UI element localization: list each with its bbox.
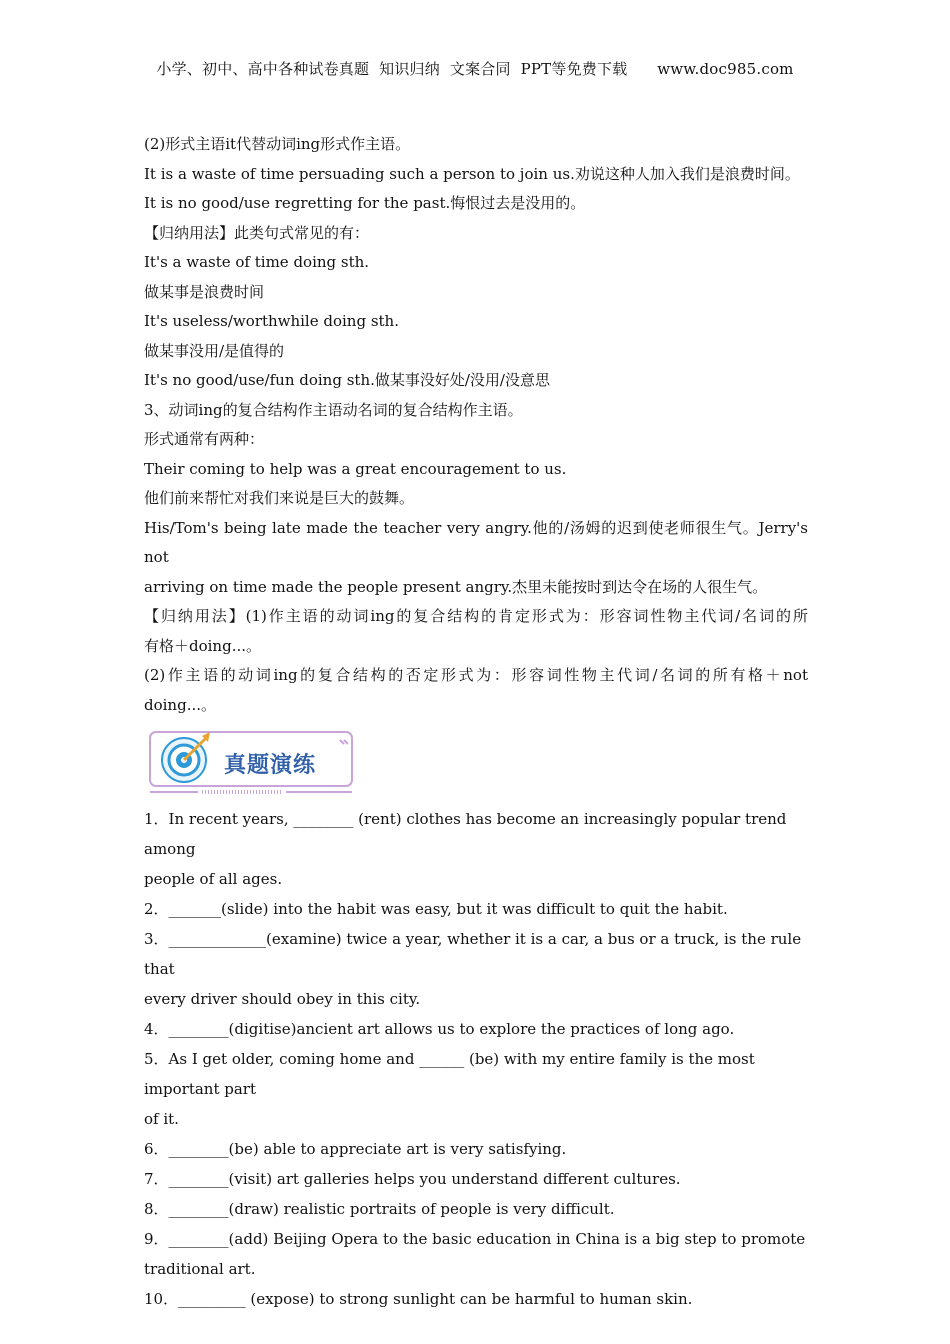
exercise-text: ________(draw) realistic portraits of people is very difficult. xyxy=(168,1200,615,1218)
exercise-number: 4． xyxy=(144,1020,169,1038)
exercise-item xyxy=(144,1224,808,1284)
text-line: (2)作主语的动词ing的复合结构的否定形式为：形容词性物主代词/名词的所有格＋not xyxy=(144,666,808,684)
exercise-item xyxy=(144,1194,808,1224)
explanation-section xyxy=(144,130,808,720)
exercise-text: ________(digitise)ancient art allows us to explore the practices of long ago. xyxy=(168,1020,735,1038)
exercise-item xyxy=(144,1164,808,1194)
exercise-number: 9． xyxy=(144,1230,169,1248)
exercise-text-cont: traditional art. xyxy=(144,1260,256,1278)
text-line: It's no good/use/fun doing sth.做某事没好处/没用/没意思 xyxy=(144,371,550,389)
exercise-list xyxy=(144,804,808,1314)
exercise-text-cont: of it. xyxy=(144,1110,179,1128)
exercise-number: 8． xyxy=(144,1200,169,1218)
text-line: arriving on time made the people present angry.杰里未能按时到达令在场的人很生气。 xyxy=(144,577,768,596)
exercise-text: _____________(examine) twice a year, whether it is a car, a bus or a truck, is the rule that xyxy=(144,930,802,978)
exercise-number: 6． xyxy=(144,1140,169,1158)
text-line: 形式通常有两种： xyxy=(144,430,265,448)
exercise-text: ________(add) Beijing Opera to the basic education in China is a big step to promote xyxy=(168,1230,806,1248)
exercise-item xyxy=(144,1134,808,1164)
text-line: His/Tom's being late made the teacher very angry.他的/汤姆的迟到使老师很生气。Jerry's not xyxy=(144,518,808,566)
exercise-text-cont: people of all ages. xyxy=(144,870,283,888)
exercise-item xyxy=(144,894,808,924)
text-line: 【归纳用法】(1)作主语的动词ing的复合结构的肯定形式为：形容词性物主代词/名词的所 xyxy=(144,607,808,625)
page-header: 小学、初中、高中各种试卷真题 知识归纳 文案合同 PPT等免费下载 www.doc985.com xyxy=(156,60,794,78)
exercise-number: 7． xyxy=(144,1170,169,1188)
exercise-text: ________(be) able to appreciate art is very satisfying. xyxy=(168,1140,567,1158)
exercise-item xyxy=(144,924,808,1014)
text-line: 【归纳用法】此类句式常见的有： xyxy=(144,223,370,242)
banner-title: 真题演练 xyxy=(224,753,317,778)
exercise-text: _________ (expose) to strong sunlight can be harmful to human skin. xyxy=(178,1290,693,1308)
text-line: 他们前来帮忙对我们来说是巨大的鼓舞。 xyxy=(144,489,415,507)
exercise-number: 3． xyxy=(144,930,169,948)
exercise-number: 2． xyxy=(144,900,169,918)
exercise-text: As I get older, coming home and ______ (be) with my entire family is the most important part xyxy=(144,1050,755,1098)
text-line: It is no good/use regretting for the past.悔恨过去是没用的。 xyxy=(144,194,586,212)
exercise-item xyxy=(144,804,808,894)
exercise-number: 5． xyxy=(144,1050,169,1068)
text-line: 做某事是浪费时间 xyxy=(144,282,265,301)
text-line: doing...。 xyxy=(144,695,216,714)
exercise-item xyxy=(144,1044,808,1134)
exercise-text-cont: every driver should obey in this city. xyxy=(144,990,421,1008)
text-line: It's useless/worthwhile doing sth. xyxy=(144,312,399,330)
exercise-text: _______(slide) into the habit was easy, but it was difficult to quit the habit. xyxy=(168,900,728,918)
exercise-number: 10． xyxy=(144,1290,179,1308)
text-line: Their coming to help was a great encouragement to us. xyxy=(144,459,567,478)
exercise-item xyxy=(144,1284,808,1314)
exercise-text: ________(visit) art galleries helps you understand different cultures. xyxy=(168,1170,681,1188)
text-line: It's a waste of time doing sth. xyxy=(144,253,370,271)
document-body xyxy=(144,130,808,1314)
exercise-item xyxy=(144,1014,808,1044)
exercise-number: 1． xyxy=(144,810,169,828)
text-line: 有格＋doing...。 xyxy=(144,636,261,655)
text-line: 做某事没用/是值得的 xyxy=(144,341,285,360)
text-line: It is a waste of time persuading such a person to join us.劝说这种人加入我们是浪费时间。 xyxy=(144,164,800,183)
text-line: 3、动词ing的复合结构作主语动名词的复合结构作主语。 xyxy=(144,400,523,419)
exercise-text: In recent years, ________ (rent) clothes has become an increasingly popular trend among xyxy=(144,810,787,858)
text-line: (2)形式主语it代替动词ing形式作主语。 xyxy=(144,135,411,153)
section-banner xyxy=(146,730,358,796)
